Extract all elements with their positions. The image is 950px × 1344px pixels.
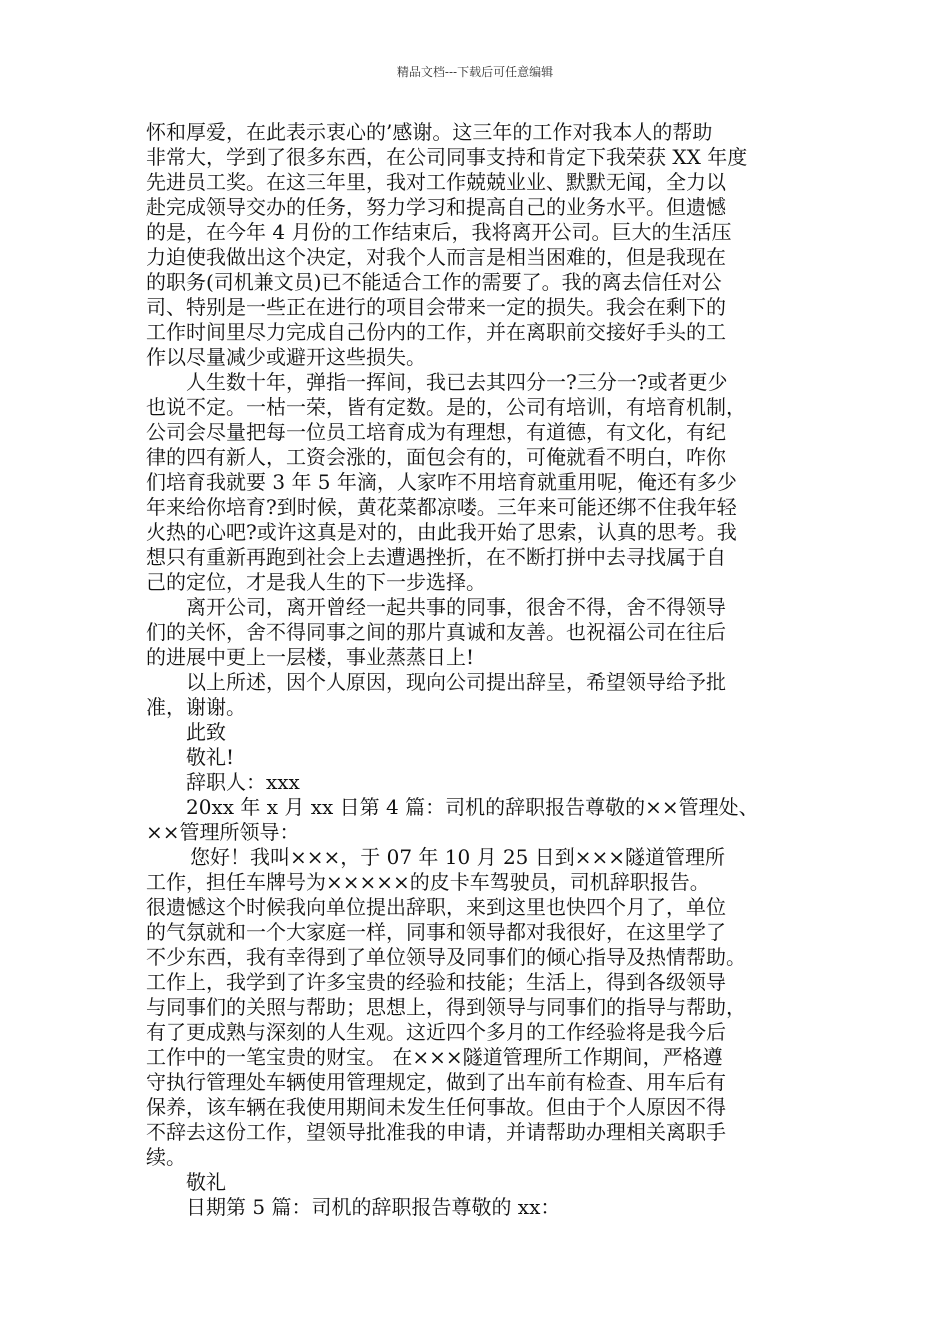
paragraph-start-line: 离开公司，离开曾经一起共事的同事，很舍不得，舍不得领导	[186, 595, 726, 619]
text-line: 工作上，我学到了许多宝贵的经验和技能；生活上，得到各级领导	[146, 970, 726, 994]
paragraph-start-line: 人生数十年，弹指一挥间，我已去其四分一?三分一?或者更少	[186, 370, 728, 394]
text-line: 先进员工奖。在这三年里，我对工作兢兢业业、默默无闻，全力以	[146, 170, 726, 194]
text-line: 的气氛就和一个大家庭一样，同事和领导都对我很好，在这里学了	[146, 920, 726, 944]
text-line: 续。	[146, 1145, 186, 1169]
closing-line: 敬礼!	[186, 745, 235, 769]
text-line: 守执行管理处车辆使用管理规定，做到了出车前有检查、用车后有	[146, 1070, 726, 1094]
text-line: 想只有重新再跑到社会上去遭遇挫折，在不断打拼中去寻找属于自	[146, 545, 726, 569]
text-line: 工作中的一笔宝贵的财宝。 在×××隧道管理所工作期间，严格遵	[146, 1045, 723, 1069]
section-heading-line: 日期第 5 篇：司机的辞职报告尊敬的 xx：	[186, 1195, 561, 1219]
text-line: 火热的心吧?或许这真是对的，由此我开始了思索，认真的思考。我	[146, 520, 737, 544]
text-line: 的是，在今年 4 月份的工作结束后，我将离开公司。巨大的生活压	[146, 220, 732, 244]
text-line: 赴完成领导交办的任务，努力学习和提高自己的业务水平。但遗憾	[146, 195, 726, 219]
text-line: 司、特别是一些正在进行的项目会带来一定的损失。我会在剩下的	[146, 295, 726, 319]
paragraph-start-line: 以上所述，因个人原因，现向公司提出辞呈，希望领导给予批	[186, 670, 726, 694]
paragraph-start-line: 您好！我叫×××，于 07 年 10 月 25 日到×××隧道管理所	[190, 845, 726, 869]
text-line: 的职务(司机兼文员)已不能适合工作的需要了。我的离去信任对公	[146, 270, 722, 294]
text-line: 工作时间里尽力完成自己份内的工作，并在离职前交接好手头的工	[146, 320, 726, 344]
text-line: 有了更成熟与深刻的人生观。这近四个多月的工作经验将是我今后	[146, 1020, 726, 1044]
text-line: 保养，该车辆在我使用期间未发生任何事故。但由于个人原因不得	[146, 1095, 726, 1119]
section-heading-line: 20xx 年 x 月 xx 日第 4 篇：司机的辞职报告尊敬的××管理处、	[186, 795, 759, 819]
text-line: 们培育我就要 3 年 5 年滴，人家咋不用培育就重用呢，俺还有多少	[146, 470, 737, 494]
text-line: ××管理所领导：	[146, 820, 300, 844]
text-line: 不辞去这份工作，望领导批准我的申请，并请帮助办理相关离职手	[146, 1120, 726, 1144]
text-line: 不少东西，我有幸得到了单位领导及同事们的倾心指导及热情帮助。	[146, 945, 746, 969]
page-header: 精品文档---下载后可任意编辑	[396, 65, 554, 79]
text-line: 怀和厚爱，在此表示衷心的’感谢。这三年的工作对我本人的帮助	[146, 120, 713, 144]
text-line: 很遗憾这个时候我向单位提出辞职，来到这里也快四个月了，单位	[146, 895, 726, 919]
document-body	[146, 120, 812, 1220]
text-line: 也说不定。一枯一荣，皆有定数。是的，公司有培训，有培育机制，	[146, 395, 746, 419]
text-line: 准，谢谢。	[146, 695, 246, 719]
signature-line: 辞职人：xxx	[186, 770, 300, 794]
text-line: 己的定位，才是我人生的下一步选择。	[146, 570, 486, 594]
text-line: 力迫使我做出这个决定，对我个人而言是相当困难的，但是我现在	[146, 245, 726, 269]
text-line: 非常大，学到了很多东西，在公司同事支持和肯定下我荣获 XX 年度	[146, 145, 748, 169]
text-line: 们的关怀，舍不得同事之间的那片真诚和友善。也祝福公司在往后	[146, 620, 726, 644]
text-line: 作以尽量减少或避开这些损失。	[146, 345, 426, 369]
text-line: 工作，担任车牌号为×××××的皮卡车驾驶员，司机辞职报告。	[146, 870, 710, 894]
text-line: 律的四有新人，工资会涨的，面包会有的，可俺就看不明白，咋你	[146, 445, 726, 469]
closing-line: 敬礼	[186, 1170, 226, 1194]
text-line: 的进展中更上一层楼，事业蒸蒸日上!	[146, 645, 475, 669]
text-line: 与同事们的关照与帮助；思想上，得到领导与同事们的指导与帮助，	[146, 995, 746, 1019]
text-line: 年来给你培育?到时候，黄花菜都凉喽。三年来可能还绑不住我年轻	[146, 495, 737, 519]
closing-line: 此致	[186, 720, 226, 744]
text-line: 公司会尽量把每一位员工培育成为有理想，有道德，有文化，有纪	[146, 420, 726, 444]
